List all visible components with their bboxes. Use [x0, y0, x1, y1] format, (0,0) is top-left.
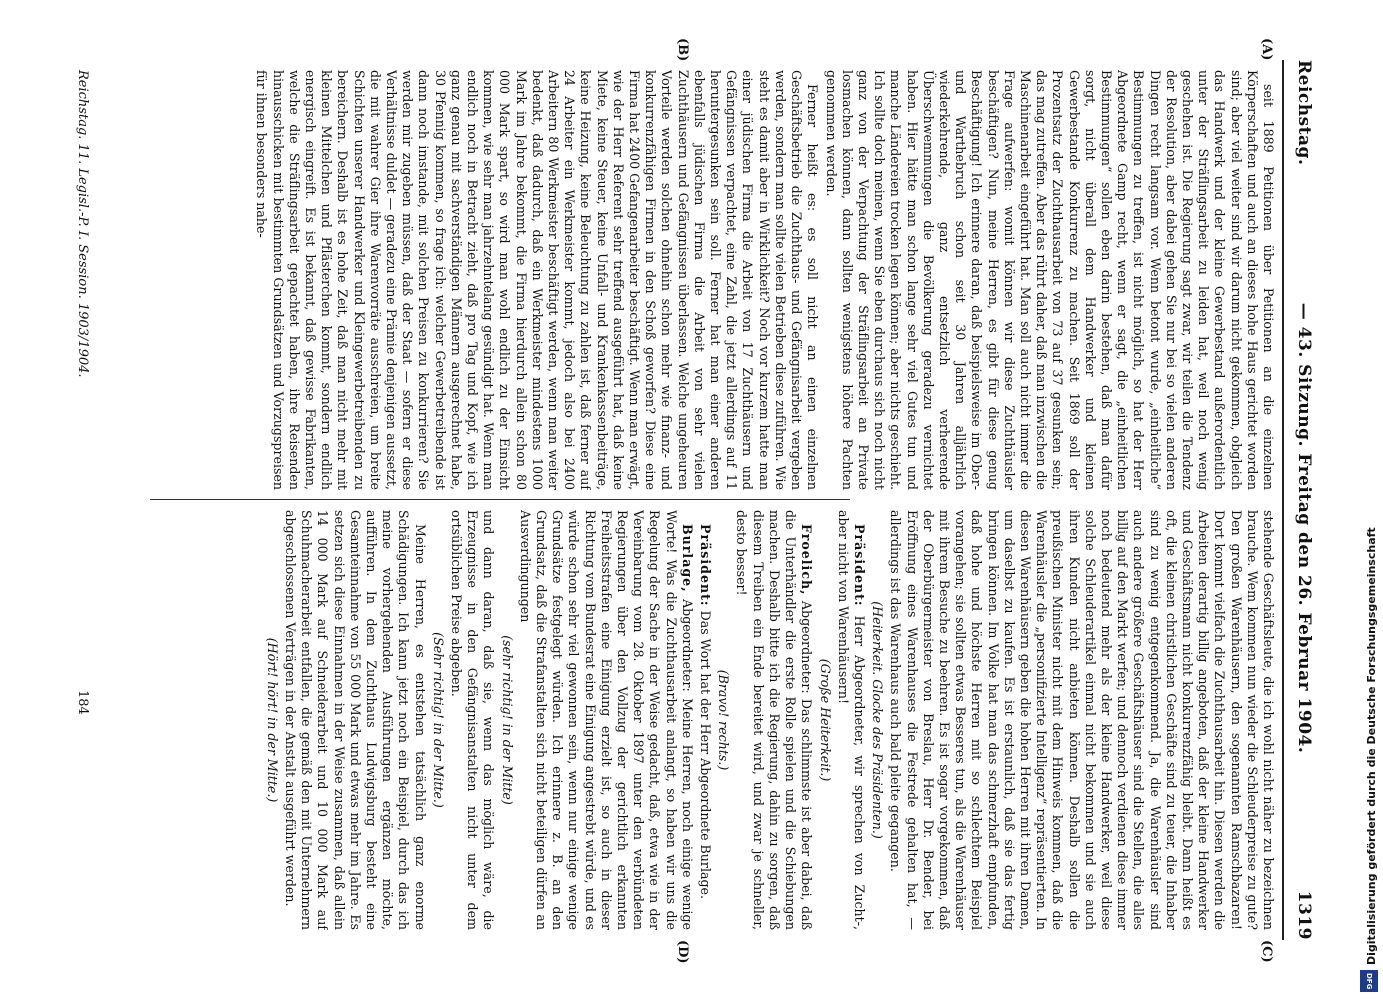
funding-note: Digitalisierung gefördert durch die Deutsche Forschungsgemeinschaft [1365, 527, 1378, 965]
left-paragraph-2: Ferner heißt es: es soll nicht an einen einzelnen Geschäftsbetrieb die Zuchthaus- und Gefängnisarbeit vergeben werden, sondern man sollte vielen Betrieben diese zuführen. Wie steht es damit aber in Wirklichkeit? Noch vor kurzem hatte man einer jüdischen Firma die Arbeit von 17 Zuchthäusern und Gefängnissen verpachtet, eine Zahl, die jetzt allerdings auf 11 heruntergesunken sein soll. Ferner hat man einer anderen ebenfalls jüdischen Firma die Arbeit von sehr vielen Zuchthäusern und Gefängnissen überlassen. Welche ungeheuren Vorteile werden solchen ohnehin schon mehr wie finanz- und konkurrenzfähigen Firmen in den Schoß geworfen? Diese eine Firma hat 2400 Gefangenarbeiter beschäftigt. Wenn man erwägt, wie der Herr Referent sehr treffend ausgeführt hat, daß keine Miete, keine Steuer, keine Unfall- und Krankenkassenbeiträge, keine Heizung, keine Beleuchtung zu zahlen ist, daß ferner auf 24 Arbeiter ein Werkmeister kommt, jedoch also bei 2400 Arbeitern 80 Werkmeister beschäftigt werden, wenn man weiter bedenkt, daß dadurch, daß ein Werkmeister mindestens 1000 Mark im Jahre bekommt, die Firma hierdurch allein schon 80 000 Mark spart, so wird man wohl endlich zu der Einsicht kommen, wie sehr man jahrzehntelang gesündigt hat. Wenn man endlich noch in Betracht zieht, daß pro Tag und Kopf, wie ich ganz genau mit sachverständigen Männern ausgerechnet habe, 30 Pfennig kommen, so frage ich: welcher Gewerbetreibende ist dann noch imstande, mit solchen Preisen zu konkurrieren? Sie werden mir zugeben müssen, daß der Staat — sofern er diese Verhältnisse duldet — geradezu eine Prämie denjenigen aussetzt, die mit wahrer Gier ihre Warenvorräte ausschreien, um breite Schichten unserer Handwerker und Kleingewerbetreibenden zu bereichern. Deshalb ist es hohe Zeit, daß man nicht mehr mit kleinen Mittelchen und Pflästerchen kommt, sondern endlich energisch eingreift. Es ist bekannt, daß gewisse Fabrikanten, welche die Sträflingsarbeit gepachtet haben, ihre Reisenden hinausschicken mit bestimmten Grundsätzen und Vorzugspreisen für ihnen besonders nahe- [254, 70, 821, 490]
margin-mark-d: (D) [675, 940, 690, 964]
speaker-name: Präsident: [698, 524, 714, 607]
speech-continuation: und dann daran, daß sie, wenn das möglich wäre, die Erzeugnisse in den Gefängnisanstalten nicht unter dem ortsüblichen Preise abgeben. [449, 510, 497, 930]
header-left: Reichstag. [1294, 60, 1314, 166]
margin-mark-c: (C) [1259, 940, 1274, 963]
dfg-logo-text: DFG [1365, 972, 1373, 990]
speaker-name: Burlage, [679, 524, 695, 593]
footer-page-number: 184 [75, 690, 90, 715]
interjection: (sehr richtig! in der Mitte) [499, 635, 515, 805]
interjection: (Heiterkeit. Glocke des Präsidenten.) [870, 601, 886, 839]
speech-text: Abgeordneter: Meine Herren, noch einige wenige Worte! Was die Zuchthausarbeit anlangt, so haben wir uns die Regelung der Sache in der Weise gedacht, daß, etwa wie in der Vereinbarung vom 28. Oktober 1897 unter den verbündeten Regierungen über den Vollzug der gerichtlich erkannten Freiheitsstrafen eine Einigung erzielt ist, so auch in dieser Richtung vom Bundesrat eine Einigung angestrebt würde, und es würde schon sehr viel gewonnen sein, wenn nur einige wenige Grundsätze festgelegt würden. Ich erinnere z. B. an den Grundsatz, daß die Strafanstalten sich nicht beteiligen dürfen an Ausverdingungen [517, 510, 695, 930]
burlage-speech [517, 510, 695, 930]
interjection: (Große Heiterkeit.) [817, 658, 833, 782]
dfg-logo [1360, 970, 1378, 992]
margin-mark-a: (A) [1259, 38, 1274, 61]
header-center: — 43. Sitzung. Freitag den 26. Februar 1904. [1294, 302, 1314, 754]
interjection: (Bravo! rechts.) [716, 669, 732, 771]
speech-text: Abgeordneter: Das schlimmste ist aber dabei, daß die Unterhändler die erste Rolle spielen und die Schiebungen machen. Deshalb bitte ich die Regierung, dahin zu sorgen, daß diesem Treiben ein Ende bereitet wird, und zwar je schneller, desto besser! [734, 510, 815, 930]
interjection: (Sehr richtig! in der Mitte.) [430, 632, 446, 808]
right-paragraph-1: stehende Geschäftsleute, die ich wohl nicht näher zu bezeichnen brauche. Wem kommen nun wieder die Schleuderpreise zu gute? Den großen Warenhäusern, den sogenannten Ramschbazaren! Dort kommt vielfach die Zuchthausarbeit hin. Diesen werden die Arbeiten derartig billig angeboten, daß der kleine Handwerker und Geschäftsmann nicht konkurrenzfähig bleibt. Dann heißt es oft, die kleinen christlichen Geschäfte sind zu teuer, die Inhaber sind zu wenig entgegenkommend. Ja, die Warenhäusler sind auch andere größere Geschäftshäuser sind die Stellen, die alles billig auf den Markt werfen; und dennoch verdienen diese immer noch bedeutend mehr als der kleine Handwerker, weil diese solche Schleuderartikel einmal nicht bekommen und sie auch ihren Kunden nicht anbieten können. Deshalb sollen die preußischen Minister nicht mit dem Hinweis kommen, daß die Warenhäusler die „personifizierte Intelligenz“ repräsentierten. In diesen Warenhäusern geben die hohen Herren mit ihren Damen, um daselbst zu kaufen. Es ist erstaunlich, daß sie das fertig bringen können. Im Volke hat man das schmerzhaft empfunden, daß hohe und höchste Herren mit so schlechtem Beispiel vorangehen; sie sollten etwas Besseres tun, als die Warenhäuser mit ihrem Besuche zu beehren. Es ist sogar vorgekommen, daß der Oberbürgermeister von Breslau, Herr Dr. Bender, bei Eröffnung eines Warenhauses die Festrede gehalten hat, — allerdings ist das Warenhaus auch bald pleite gegangen. [888, 510, 1276, 930]
left-paragraph-1: seit 1889 Petitionen über Petitionen an die einzelnen Körperschaften und auch an dieses hohe Haus gerichtet worden sind; aber viel weiter sind wir darum nicht gekommen, obgleich das Handwerk und der kleine Gewerbestand außerordentlich unter der Sträflingsarbeit zu leiden hat, weil noch wenig geschehen ist. Die Regierung sagt zwar, wir teilen die Tendenz der Resolution, aber dabei gehen Sie nur bei so vielen anderen Dingen recht langsam vor. Wenn betont wurde, „einheitliche“ Bestimmungen zu treffen, ist nicht möglich, so hat der Herr Abgeordnete Gamp recht, wenn er sagt, die „einheitlichen Bestimmungen“ sollen eben darin bestehen, daß man dafür sorgt, nicht überall dem Handwerker und kleinen Gewerbestande Konkurrenz zu machen. Seit 1869 soll der Prozentsatz der Zuchthausarbeit von 73 auf 37 gesunken sein; das mag zutreffen. Aber das rührt daher, daß man inzwischen die Maschinenarbeit eingeführt hat. Man soll auch nicht immer die Frage aufwerfen: womit können wir diese Zuchthäusler beschäftigen? Nun, meine Herren, es gibt für diese genug Beschäftigung! Ich erinnere daran, daß beispielsweise im Ober- und Warthebruch schon seit 30 Jahren alljährlich wiederkehrende, ganz entsetzlich verheerende Überschwemmungen die Bevölkerung geradezu vernichtet haben. Hier hätte man schon lange sehr viel Gutes tun und manche Ländereien trocken legen können; aber nichts geschieht. Ich sollte doch meinen, wenn Sie eben durchaus sich noch nicht ganz von der Verpachtung der Sträflingsarbeit an Private losmachen können, dann sollten wenigstens höhere Pachten genommen werden. [823, 70, 1276, 490]
left-column [106, 70, 1276, 490]
froelich-speech [733, 510, 814, 930]
speaker-name: Präsident: [851, 524, 867, 607]
interjection: (Hört! hört! in der Mitte.) [264, 637, 280, 803]
margin-mark-b: (B) [675, 38, 690, 62]
header-page-number: 1319 [1294, 890, 1314, 940]
president-remark [835, 510, 867, 930]
funding-sidebar [1340, 0, 1380, 1000]
speaker-name: Froelich, [799, 524, 815, 596]
right-column [106, 510, 1276, 930]
footer-session-info: Reichstag. 11. Legisl.-P. I. Session. 1903/1904. [75, 70, 90, 378]
speech-continuation: Meine Herren, es entstehen tatsächlich ganz enorme Schädigungen. Ich kann jetzt noch ein Beispiel, durch das ich meine vorhergehenden Ausführungen ergänzen möchte, aufführen. In dem Zuchthaus Ludwigsburg besteht eine Gesamteinnahme von 55 000 Mark und etwas mehr im Jahre. Es setzen sich diese Einnahmen in der Weise zusammen, daß allein 14 000 Mark auf Schneiderarbeit und 10 000 Mark auf Schuhmacherarbeit entfallen, die gemäß den mit Unternehmern abgeschlossenen Verträgen in der Anstalt ausgeführt werden. [283, 510, 428, 930]
speech-text: Das Wort hat der Herr Abgeordnete Burlage. [698, 610, 714, 899]
header-rule [1282, 60, 1284, 940]
president-remark [697, 510, 713, 930]
column-divider [150, 499, 850, 500]
speech-text: Herr Abgeordneter, wir sprechen von Zucht-, aber nicht von Warenhäusern! [835, 510, 867, 930]
page-header [1286, 60, 1322, 940]
